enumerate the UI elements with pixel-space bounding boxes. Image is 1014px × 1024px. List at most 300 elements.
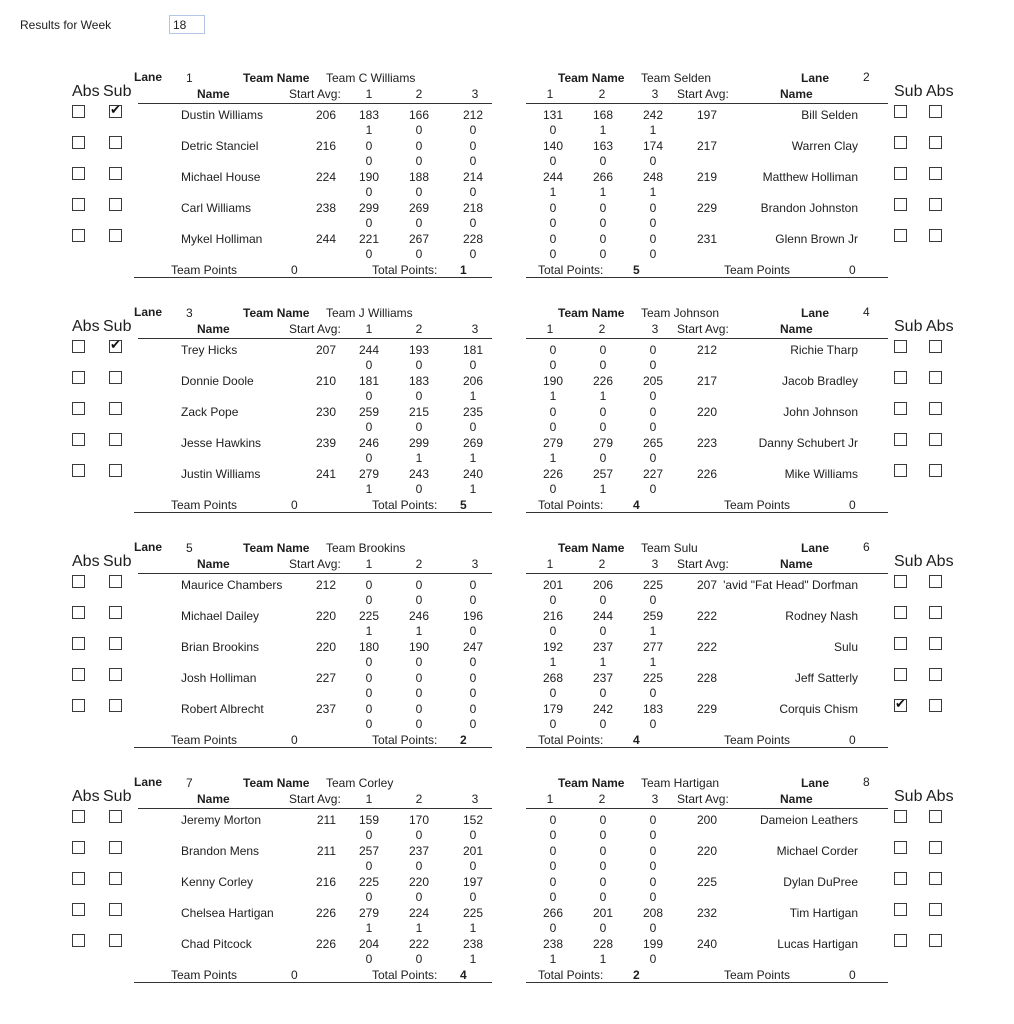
game-1-score: 216: [542, 609, 564, 623]
team-name-label: Team Name: [243, 541, 310, 555]
divider-line: [526, 277, 888, 278]
game-3-score: 228: [462, 232, 484, 246]
sub-checkbox[interactable]: [109, 464, 122, 477]
game-1-score: 0: [549, 343, 557, 357]
game-3-score: 197: [462, 875, 484, 889]
game-3-point: 0: [469, 828, 477, 842]
divider-line: [526, 808, 888, 809]
abs-header: Abs: [926, 83, 954, 100]
game-3-point: 1: [649, 185, 657, 199]
game-1-score: 0: [549, 875, 557, 889]
team-name: Team Sulu: [641, 541, 698, 555]
game-1-point: 1: [365, 123, 373, 137]
bowler-name: 'avid "Fat Head" Dorfman: [723, 578, 858, 592]
game-2-score: 190: [408, 640, 430, 654]
game-2-score: 257: [592, 467, 614, 481]
abs-checkbox[interactable]: [929, 575, 942, 588]
abs-checkbox[interactable]: [72, 903, 85, 916]
name-header: Name: [197, 87, 230, 101]
game-2-point: 1: [415, 451, 423, 465]
sub-checkbox[interactable]: [109, 198, 122, 211]
start-avg: 222: [696, 609, 718, 623]
game-2-score: 215: [408, 405, 430, 419]
game-3-point: 0: [649, 717, 657, 731]
abs-header: Abs: [72, 318, 100, 335]
sub-checkbox[interactable]: [894, 699, 907, 712]
game-2-score: 0: [599, 844, 607, 858]
bowler-name: Chelsea Hartigan: [181, 906, 274, 920]
game-2-header: 2: [598, 557, 606, 571]
bowler-name: Jacob Bradley: [781, 374, 858, 388]
sub-checkbox[interactable]: [894, 575, 907, 588]
divider-line: [526, 982, 888, 983]
game-1-point: 0: [549, 717, 557, 731]
game-1-point: 0: [549, 482, 557, 496]
game-2-point: 0: [415, 389, 423, 403]
abs-checkbox[interactable]: [72, 464, 85, 477]
game-1-point: 0: [549, 593, 557, 607]
bowler-name: Trey Hicks: [181, 343, 238, 357]
game-2-header: 2: [415, 322, 423, 336]
sub-checkbox[interactable]: [109, 167, 122, 180]
game-2-point: 0: [599, 247, 607, 261]
sub-checkbox[interactable]: [894, 934, 907, 947]
lane-number: 2: [863, 70, 870, 84]
abs-checkbox[interactable]: [72, 934, 85, 947]
game-2-score: 201: [592, 906, 614, 920]
team-points-label: Team Points: [724, 263, 791, 277]
game-2-score: 220: [408, 875, 430, 889]
game-2-point: 0: [599, 624, 607, 638]
game-2-score: 246: [408, 609, 430, 623]
game-2-point: 0: [415, 686, 423, 700]
start-avg: 220: [315, 609, 336, 623]
game-2-point: 0: [415, 216, 423, 230]
team-points-value: 0: [849, 968, 856, 982]
week-input[interactable]: [169, 15, 205, 34]
game-2-point: 0: [599, 216, 607, 230]
game-1-point: 0: [365, 828, 373, 842]
game-2-score: 0: [599, 405, 607, 419]
abs-checkbox[interactable]: [929, 903, 942, 916]
sub-checkbox[interactable]: [109, 402, 122, 415]
bowler-name: Corquis Chism: [779, 702, 858, 716]
game-3-score: 0: [649, 875, 657, 889]
game-2-point: 1: [599, 389, 607, 403]
game-3-header: 3: [651, 557, 659, 571]
total-points-label: Total Points:: [372, 498, 438, 512]
game-1-score: 181: [358, 374, 380, 388]
bowler-name: Rodney Nash: [785, 609, 858, 623]
game-3-score: 277: [642, 640, 664, 654]
game-2-header: 2: [415, 792, 423, 806]
start-avg-header: Start Avg:: [289, 87, 341, 101]
game-3-score: 225: [642, 671, 664, 685]
sub-checkbox[interactable]: [894, 841, 907, 854]
game-1-score: 180: [358, 640, 380, 654]
game-2-score: 188: [408, 170, 430, 184]
lane-label: Lane: [801, 306, 830, 320]
sub-checkbox[interactable]: [109, 433, 122, 446]
bowler-name: Detric Stanciel: [181, 139, 259, 153]
team-name: Team Selden: [641, 71, 712, 85]
game-3-score: 225: [642, 578, 664, 592]
abs-checkbox[interactable]: [929, 402, 942, 415]
game-2-point: 0: [415, 593, 423, 607]
abs-checkbox[interactable]: [72, 371, 85, 384]
total-points-value: 2: [460, 733, 467, 747]
sub-checkbox[interactable]: [109, 668, 122, 681]
bowler-name: Michael House: [181, 170, 261, 184]
abs-checkbox[interactable]: [72, 872, 85, 885]
start-avg: 237: [315, 702, 336, 716]
lane-label: Lane: [134, 70, 163, 84]
game-1-score: 159: [358, 813, 380, 827]
divider-line: [138, 338, 492, 339]
abs-checkbox[interactable]: [72, 606, 85, 619]
game-1-score: 259: [358, 405, 380, 419]
lane-number: 7: [186, 776, 193, 790]
team-points-value: 0: [849, 498, 856, 512]
game-1-score: 0: [365, 139, 373, 153]
game-2-point: 0: [599, 921, 607, 935]
game-3-point: 0: [469, 655, 477, 669]
game-2-point: 0: [415, 123, 423, 137]
sub-checkbox[interactable]: [894, 136, 907, 149]
total-points-label: Total Points:: [538, 968, 604, 982]
sub-checkbox[interactable]: [894, 105, 907, 118]
sub-checkbox[interactable]: [109, 606, 122, 619]
sub-checkbox[interactable]: [894, 637, 907, 650]
start-avg: 197: [696, 108, 718, 122]
start-avg-header: Start Avg:: [677, 792, 729, 806]
team-name-label: Team Name: [243, 306, 310, 320]
game-1-score: 179: [542, 702, 564, 716]
game-1-score: 0: [365, 702, 373, 716]
game-3-point: 0: [469, 154, 477, 168]
bowler-name: Jeremy Morton: [181, 813, 262, 827]
abs-checkbox[interactable]: [72, 105, 85, 118]
total-points-value: 4: [633, 733, 640, 747]
game-2-header: 2: [415, 87, 423, 101]
sub-header: Sub: [894, 318, 923, 335]
abs-checkbox[interactable]: [72, 198, 85, 211]
game-3-point: 0: [469, 593, 477, 607]
bowler-name: Glenn Brown Jr: [775, 232, 858, 246]
game-2-score: 279: [592, 436, 614, 450]
game-1-score: 190: [358, 170, 380, 184]
abs-checkbox[interactable]: [929, 934, 942, 947]
game-2-score: 163: [592, 139, 614, 153]
abs-checkbox[interactable]: [929, 340, 942, 353]
abs-checkbox[interactable]: [929, 810, 942, 823]
sub-checkbox[interactable]: [109, 934, 122, 947]
start-avg-header: Start Avg:: [677, 322, 729, 336]
start-avg-header: Start Avg:: [289, 557, 341, 571]
game-1-point: 1: [549, 655, 557, 669]
start-avg: 217: [696, 374, 718, 388]
abs-checkbox[interactable]: [929, 699, 942, 712]
total-points-value: 2: [633, 968, 640, 982]
sub-checkbox[interactable]: [109, 575, 122, 588]
abs-checkbox[interactable]: [72, 340, 85, 353]
lane-number: 4: [863, 305, 870, 319]
name-header: Name: [780, 792, 813, 806]
game-2-score: 299: [408, 436, 430, 450]
game-3-point: 0: [649, 952, 657, 966]
game-3-header: 3: [471, 87, 479, 101]
lane-label: Lane: [134, 305, 163, 319]
sub-checkbox[interactable]: [894, 371, 907, 384]
divider-line: [134, 277, 492, 278]
game-1-point: 1: [549, 451, 557, 465]
sub-checkbox[interactable]: [109, 136, 122, 149]
bowler-name: Zack Pope: [181, 405, 239, 419]
game-3-point: 0: [469, 247, 477, 261]
sub-checkbox[interactable]: [109, 841, 122, 854]
sub-checkbox[interactable]: [109, 229, 122, 242]
sub-checkbox[interactable]: [894, 606, 907, 619]
week-label: Results for Week: [20, 18, 112, 32]
team-name: Team J Williams: [326, 306, 413, 320]
game-3-score: 0: [649, 343, 657, 357]
game-1-score: 0: [365, 578, 373, 592]
abs-checkbox[interactable]: [929, 637, 942, 650]
game-2-score: 170: [408, 813, 430, 827]
bowler-name: Jeff Satterly: [794, 671, 858, 685]
game-1-point: 0: [365, 185, 373, 199]
game-2-point: 0: [415, 890, 423, 904]
abs-header: Abs: [926, 318, 954, 335]
game-3-point: 0: [649, 389, 657, 403]
start-avg-header: Start Avg:: [677, 557, 729, 571]
sub-header: Sub: [103, 788, 132, 805]
game-1-point: 0: [365, 389, 373, 403]
abs-checkbox[interactable]: [929, 668, 942, 681]
bowler-name: Bill Selden: [801, 108, 858, 122]
total-points-value: 1: [460, 263, 467, 277]
game-1-score: 279: [542, 436, 564, 450]
game-3-point: 0: [649, 420, 657, 434]
game-1-point: 0: [365, 890, 373, 904]
bowler-name: Brian Brookins: [181, 640, 260, 654]
abs-checkbox[interactable]: [929, 105, 942, 118]
game-2-point: 1: [599, 655, 607, 669]
game-1-score: 279: [358, 906, 380, 920]
abs-checkbox[interactable]: [72, 136, 85, 149]
game-2-score: 237: [408, 844, 430, 858]
start-avg: 228: [696, 671, 718, 685]
game-2-header: 2: [598, 322, 606, 336]
divider-line: [138, 103, 492, 104]
game-1-score: 190: [542, 374, 564, 388]
game-1-score: 0: [549, 405, 557, 419]
team-name-label: Team Name: [243, 71, 310, 85]
total-points-value: 5: [460, 498, 467, 512]
abs-checkbox[interactable]: [929, 433, 942, 446]
game-1-point: 0: [549, 154, 557, 168]
bowler-name: Jesse Hawkins: [181, 436, 262, 450]
start-avg: 225: [696, 875, 718, 889]
game-1-point: 1: [365, 921, 373, 935]
abs-checkbox[interactable]: [929, 229, 942, 242]
game-3-point: 1: [469, 952, 477, 966]
sub-checkbox[interactable]: [894, 464, 907, 477]
bowler-name: John Johnson: [783, 405, 858, 419]
game-1-point: 0: [549, 859, 557, 873]
abs-checkbox[interactable]: [72, 402, 85, 415]
game-3-score: 0: [649, 232, 657, 246]
sub-checkbox[interactable]: [894, 668, 907, 681]
game-2-header: 2: [598, 87, 606, 101]
abs-checkbox[interactable]: [72, 229, 85, 242]
total-points-label: Total Points:: [372, 968, 438, 982]
abs-checkbox[interactable]: [72, 841, 85, 854]
start-avg: 207: [696, 578, 718, 592]
abs-checkbox[interactable]: [929, 464, 942, 477]
sub-checkbox[interactable]: [894, 872, 907, 885]
abs-checkbox[interactable]: [929, 841, 942, 854]
bowler-name: Danny Schubert Jr: [758, 436, 858, 450]
game-2-point: 0: [415, 859, 423, 873]
game-3-score: 206: [462, 374, 484, 388]
total-points-label: Total Points:: [538, 263, 604, 277]
start-avg: 226: [315, 906, 336, 920]
game-3-score: 218: [462, 201, 484, 215]
sub-checkbox[interactable]: [894, 229, 907, 242]
sub-checkbox[interactable]: [109, 340, 122, 353]
sub-checkbox[interactable]: [109, 371, 122, 384]
abs-checkbox[interactable]: [72, 575, 85, 588]
sub-checkbox[interactable]: [109, 105, 122, 118]
lane-label: Lane: [134, 775, 163, 789]
game-3-header: 3: [651, 792, 659, 806]
game-1-header: 1: [365, 87, 373, 101]
game-2-point: 0: [599, 451, 607, 465]
game-3-score: 0: [649, 201, 657, 215]
abs-checkbox[interactable]: [929, 167, 942, 180]
sub-checkbox[interactable]: [894, 433, 907, 446]
game-1-score: 192: [542, 640, 564, 654]
sub-checkbox[interactable]: [109, 699, 122, 712]
sub-checkbox[interactable]: [894, 402, 907, 415]
game-2-point: 0: [599, 717, 607, 731]
game-3-score: 181: [462, 343, 484, 357]
sub-checkbox[interactable]: [894, 167, 907, 180]
game-1-score: 204: [358, 937, 380, 951]
game-1-point: 0: [549, 216, 557, 230]
game-2-score: 0: [415, 139, 423, 153]
game-2-point: 1: [599, 123, 607, 137]
game-2-point: 1: [415, 624, 423, 638]
game-3-point: 0: [469, 624, 477, 638]
abs-checkbox[interactable]: [929, 198, 942, 211]
bowler-name: Richie Tharp: [790, 343, 858, 357]
start-avg: 238: [315, 201, 336, 215]
game-2-header: 2: [415, 557, 423, 571]
game-3-score: 0: [469, 671, 477, 685]
abs-checkbox[interactable]: [72, 668, 85, 681]
start-avg: 244: [315, 232, 336, 246]
abs-checkbox[interactable]: [72, 699, 85, 712]
sub-header: Sub: [894, 83, 923, 100]
game-2-point: 1: [599, 185, 607, 199]
abs-checkbox[interactable]: [72, 167, 85, 180]
game-3-point: 0: [649, 482, 657, 496]
abs-checkbox[interactable]: [929, 136, 942, 149]
abs-checkbox[interactable]: [929, 606, 942, 619]
game-3-score: 227: [642, 467, 664, 481]
bowler-name: Justin Williams: [181, 467, 261, 481]
game-2-score: 222: [408, 937, 430, 951]
total-points-value: 5: [633, 263, 640, 277]
lane-label: Lane: [801, 776, 830, 790]
bowler-name: Chad Pitcock: [181, 937, 252, 951]
abs-header: Abs: [72, 788, 100, 805]
team-name-label: Team Name: [558, 306, 625, 320]
name-header: Name: [780, 557, 813, 571]
game-3-header: 3: [651, 322, 659, 336]
game-2-score: 224: [408, 906, 430, 920]
game-3-score: 242: [642, 108, 664, 122]
abs-header: Abs: [926, 788, 954, 805]
abs-checkbox[interactable]: [929, 371, 942, 384]
game-2-point: 0: [415, 482, 423, 496]
sub-header: Sub: [103, 318, 132, 335]
abs-checkbox[interactable]: [72, 433, 85, 446]
divider-line: [526, 747, 888, 748]
game-3-score: 247: [462, 640, 484, 654]
game-3-score: 248: [642, 170, 664, 184]
game-3-score: 174: [642, 139, 664, 153]
game-2-score: 266: [592, 170, 614, 184]
sub-checkbox[interactable]: [109, 872, 122, 885]
abs-checkbox[interactable]: [929, 872, 942, 885]
start-avg: 200: [696, 813, 718, 827]
game-3-header: 3: [471, 322, 479, 336]
divider-line: [526, 338, 888, 339]
divider-line: [138, 808, 492, 809]
game-1-point: 0: [365, 420, 373, 434]
game-2-score: 226: [592, 374, 614, 388]
lane-label: Lane: [801, 541, 830, 555]
game-2-score: 0: [599, 875, 607, 889]
bowler-name: Robert Albrecht: [181, 702, 264, 716]
game-3-point: 0: [649, 593, 657, 607]
game-2-score: 0: [599, 232, 607, 246]
sub-checkbox[interactable]: [894, 198, 907, 211]
start-avg: 229: [696, 201, 718, 215]
abs-checkbox[interactable]: [72, 810, 85, 823]
abs-checkbox[interactable]: [72, 637, 85, 650]
sub-checkbox[interactable]: [894, 810, 907, 823]
sub-checkbox[interactable]: [109, 903, 122, 916]
game-3-point: 1: [649, 624, 657, 638]
sub-checkbox[interactable]: [109, 810, 122, 823]
sub-checkbox[interactable]: [109, 637, 122, 650]
start-avg: 222: [696, 640, 718, 654]
sub-checkbox[interactable]: [894, 903, 907, 916]
game-2-header: 2: [598, 792, 606, 806]
start-avg: 219: [696, 170, 718, 184]
team-name-label: Team Name: [558, 776, 625, 790]
lane-label: Lane: [134, 540, 163, 554]
game-3-point: 1: [469, 921, 477, 935]
game-3-point: 0: [469, 890, 477, 904]
sub-checkbox[interactable]: [894, 340, 907, 353]
start-avg: 211: [316, 844, 336, 858]
game-1-score: 266: [542, 906, 564, 920]
